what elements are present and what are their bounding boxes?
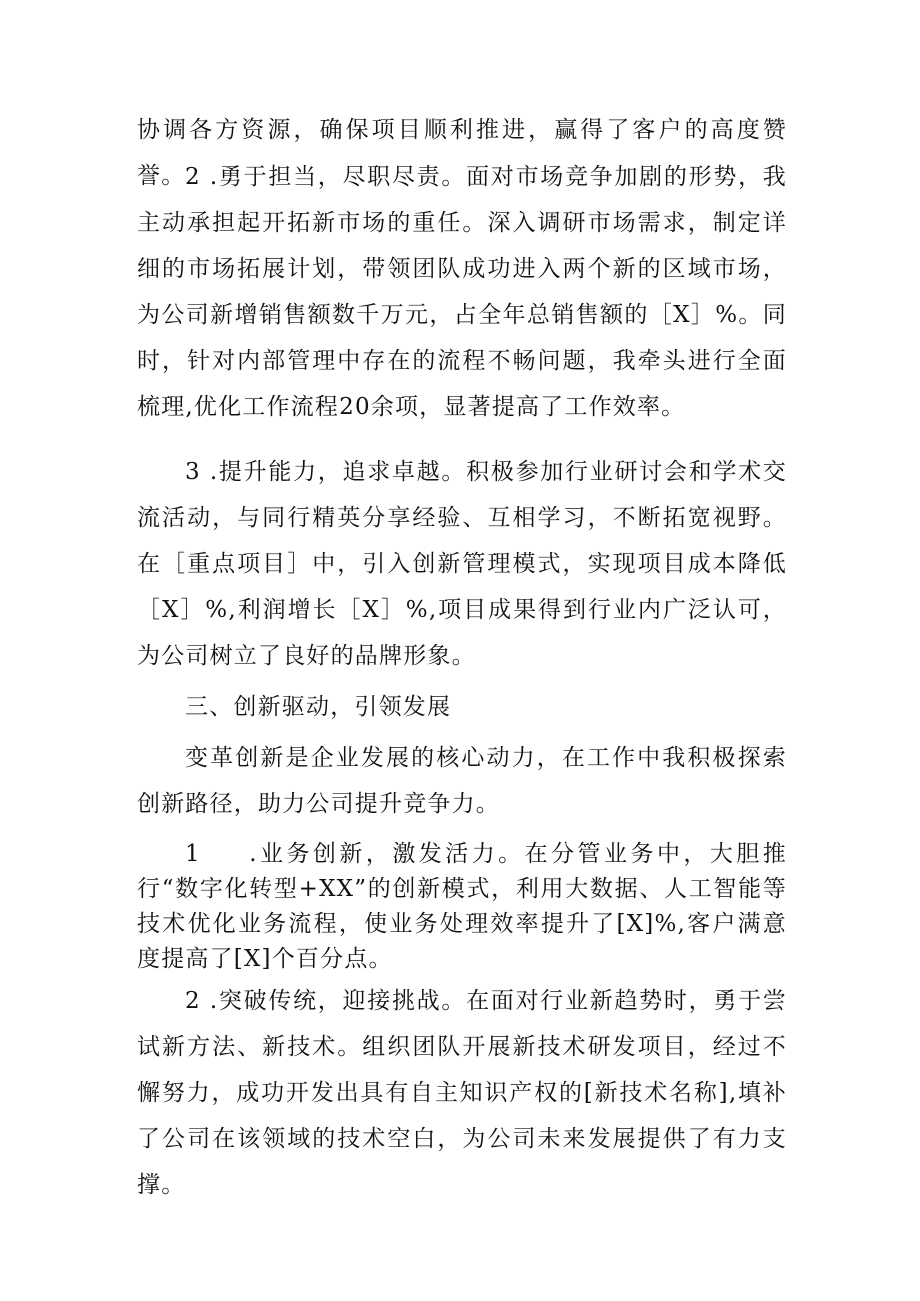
paragraph-continuation: 协调各方资源，确保项目顺利推进，赢得了客户的高度赞誉。 [137,117,787,189]
paragraph-item-1-business-innovation: 1 .业务创新，激发活力。在分管业务中，大胆推行“数字化转型+XX”的创新模式，利用大数据、人工智能等技术优化业务流程，使业务处理效率提升了[X]%,客户满意度提高了[X]个百分点。 [137,841,787,972]
section-heading-innovation: 三、创新驱动，引领发展 [185,694,452,720]
paragraph-item-2-breakthrough: 2 .突破传统，迎接挑战。在面对行业新趋势时，勇于尝试新方法、新技术。组织团队开展新技术研发项目，经过不懈努力，成功开发出具有自主知识产权的[新技术名称],填补了公司在该领域的技术空白，为公司未来发展提供了有力支撑。 [137,988,787,1198]
paragraph-item-3-capability: 3 .提升能力，追求卓越。积极参加行业研讨会和学术交流活动，与同行精英分享经验、互相学习，不断拓宽视野。在［重点项目］中，引入创新管理模式，实现项目成本降低［X］%,利润增长［X］%,项目成果得到行业内广泛认可，为公司树立了良好的品牌形象。 [137,459,787,669]
paragraph-item-2-responsibility: 2 .勇于担当，尽职尽责。面对市场竞争加剧的形势，我主动承担起开拓新市场的重任。深入调研市场需求，制定详细的市场拓展计划，带领团队成功进入两个新的区域市场，为公司新增销售额数千万元，占全年总销售额的［X］%。同时，针对内部管理中存在的流程不畅问题，我牵头进行全面梳理,优化工作流程20余项，显著提高了工作效率。 [137,164,787,420]
paragraph-innovation-intro: 变革创新是企业发展的核心动力，在工作中我积极探索创新路径，助力公司提升竞争力。 [137,745,787,817]
